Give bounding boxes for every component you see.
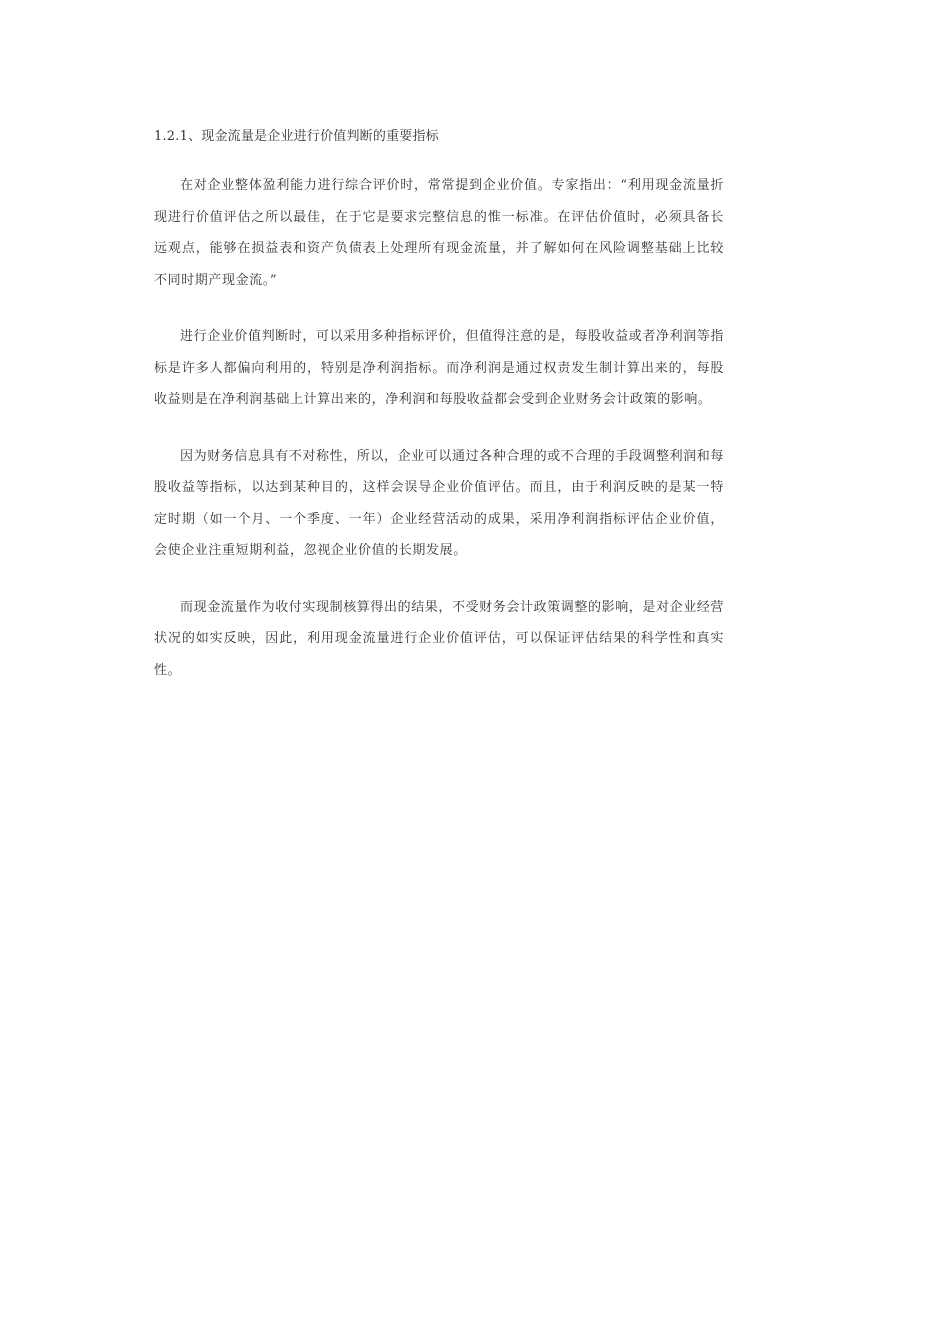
- paragraph-1: 在对企业整体盈利能力进行综合评价时，常常提到企业价值。专家指出：“利用现金流量折现进行价值评估之所以最佳，在于它是要求完整信息的惟一标准。在评估价值时，必须具备长远观点，能够在损益表和资产负债表上处理所有现金流量，并了解如何在风险调整基础上比较不同时期产现金流。”: [154, 178, 724, 288]
- paragraph-4: 而现金流量作为收付实现制核算得出的结果，不受财务会计政策调整的影响，是对企业经营状况的如实反映，因此，利用现金流量进行企业价值评估，可以保证评估结果的科学性和真实性。: [154, 599, 725, 678]
- paragraph-3: 因为财务信息具有不对称性，所以，企业可以通过各种合理的或不合理的手段调整利润和每股收益等指标，以达到某种目的，这样会误导企业价值评估。而且，由于利润反映的是某一特定时期（如一个月、一个季度、一年）企业经营活动的成果，采用净利润指标评估企业价值，会使企业注重短期利益，忽视企业价值的长期发展。: [154, 448, 725, 558]
- document-body: [154, 128, 724, 711]
- paragraph-2: 进行企业价值判断时，可以采用多种指标评价，但值得注意的是，每股收益或者净利润等指标是许多人都偏向利用的，特别是净利润指标。而净利润是通过权责发生制计算出来的，每股收益则是在净利润基础上计算出来的，净利润和每股收益都会受到企业财务会计政策的影响。: [154, 329, 725, 407]
- section-heading: 1.2.1、现金流量是企业进行价值判断的重要指标: [154, 129, 439, 144]
